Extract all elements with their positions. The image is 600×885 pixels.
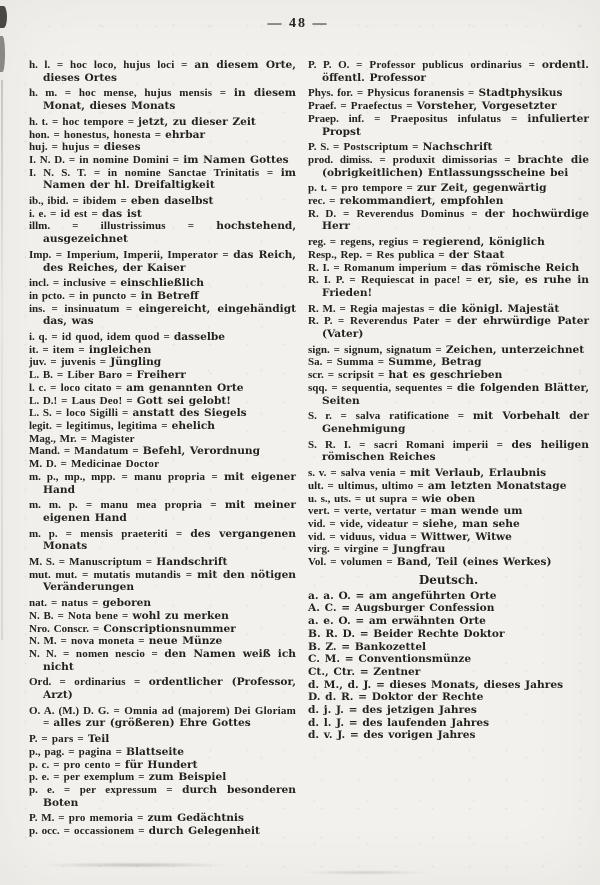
abbreviation-entry: nat. = natus = geboren — [29, 597, 152, 610]
abbreviation-entry: d. M., d. J. = dieses Monats, dieses Jahres — [308, 678, 564, 691]
abbreviation-entry: p., pag. = pagina = Blattseite — [29, 745, 184, 758]
abbreviation-entry: B. R. D. = Beider Rechte Doktor — [308, 627, 505, 640]
abbreviation-entry: P. P. O. = Professor publicus ordinarius = ordentl. öffentl. Professor — [308, 59, 589, 84]
scan-edge-artifact — [1, 80, 3, 640]
page-number: — 48 — — [267, 16, 329, 31]
abbreviation-entry: Nro. Conscr. = Conscriptionsnummer — [29, 622, 236, 635]
latin-entries-section — [308, 59, 589, 569]
abbreviation-entry: A. C. = Augsburger Confession — [308, 602, 495, 615]
abbreviation-entry: Phys. for. = Physicus foranensis = Stadtphysikus — [308, 87, 563, 100]
abbreviation-entry: incl. = inclusive = einschließlich — [29, 277, 204, 290]
abbreviation-entry: a. a. O. = am angeführten Orte — [308, 589, 497, 602]
abbreviation-entry: m. p., mp., mpp. = manu propria = mit eigener Hand — [29, 470, 296, 496]
abbreviation-entry: P. M. = pro memoria = zum Gedächtnis — [29, 812, 244, 825]
abbreviation-entry: sqq. = sequentia, sequentes = die folgenden Blätter, Seiten — [308, 381, 590, 407]
abbreviation-entry: illm. = illustrissimus = hochstehend, ausgezeichnet — [29, 220, 297, 246]
abbreviation-entry: p. e. = per exemplum = zum Beispiel — [29, 771, 227, 784]
scan-edge-artifact — [0, 36, 5, 72]
abbreviation-entry: d. v. J. = des vorigen Jahres — [308, 729, 476, 742]
abbreviation-entry: i. q. = id quod, idem quod = dasselbe — [29, 331, 226, 344]
abbreviation-entry: R. M. = Regia majestas = die königl. Majestät — [308, 302, 560, 315]
abbreviation-entry: S. r. = salva ratificatione = mit Vorbehalt der Genehmigung — [308, 410, 590, 435]
scan-smudge — [300, 870, 430, 875]
abbreviation-entry: scr. = scripsit = hat es geschrieben — [308, 369, 503, 382]
abbreviation-entry: p. c. = pro cento = für Hundert — [29, 758, 198, 771]
abbreviation-entry: Imp. = Imperium, Imperii, Imperator = das Reich, des Reiches, der Kaiser — [29, 248, 296, 274]
abbreviation-entry: L. S. = loco Sigilli = anstatt des Siegels — [29, 407, 247, 420]
abbreviation-entry: I. N. D. = in nomine Domini = im Namen Gottes — [29, 153, 289, 166]
abbreviation-entry: in pcto. = in puncto = in Betreff — [29, 289, 199, 302]
abbreviation-entry: h. t. = hoc tempore = jetzt, zu dieser Zeit — [29, 115, 256, 128]
abbreviation-entry: Mand. = Mandatum = Befehl, Verordnung — [29, 445, 261, 458]
abbreviation-entry: ib., ibid. = ibidem = eben daselbst — [29, 195, 214, 208]
abbreviation-entry: R. D. = Reverendus Dominus = der hochwürdige Herr — [308, 207, 590, 233]
abbreviation-entry: L. D.! = Laus Deo! = Gott sei gelobt! — [29, 394, 231, 407]
abbreviation-entry: L. B. = Liber Baro = Freiherr — [29, 369, 186, 382]
abbreviation-entry: Vol. = volumen = Band, Teil (eines Werkes) — [308, 556, 552, 569]
abbreviation-entry: p. occ. = occassionem = durch Gelegenheit — [29, 825, 260, 838]
abbreviation-entry: Mag., Mr. = Magister — [29, 432, 135, 445]
abbreviation-entry: hon. = honestus, honesta = ehrbar — [29, 128, 206, 141]
scan-smudge — [40, 862, 230, 868]
abbreviation-entry: M. D. = Medicinae Doctor — [29, 458, 160, 471]
abbreviation-entry: D. d. R. = Doktor der Rechte — [308, 691, 484, 704]
abbreviation-entry: Praep. inf. = Praepositus infulatus = infulierter Propst — [308, 112, 589, 138]
abbreviation-entry: N. M. = nova moneta = neue Münze — [29, 635, 223, 648]
abbreviation-entry: m. m. p. = manu mea propria = mit meiner eigenen Hand — [29, 499, 296, 524]
abbreviation-entry: P. S. = Postscriptum = Nachschrift — [308, 141, 493, 154]
abbreviation-entry: rec. = rekommandiert, empfohlen — [308, 195, 504, 208]
deutsch-entries-section — [308, 590, 589, 742]
abbreviation-entry: ult. = ultimus, ultimo = am letzten Monatstage — [308, 479, 567, 492]
abbreviation-entry: B. Z. = Bankozettel — [308, 640, 427, 653]
abbreviation-entry: d. l. J. = des laufenden Jahres — [308, 716, 490, 729]
abbreviation-entry: sign. = signum, signatum = Zeichen, unterzeichnet — [308, 343, 585, 356]
abbreviation-entry: it. = item = ingleichen — [29, 343, 152, 356]
abbreviation-entry: vert. = verte, vertatur = man wende um — [308, 505, 523, 518]
abbreviation-entry: Ct., Ctr. = Zentner — [308, 665, 421, 678]
abbreviation-entry: R. I. = Romanum imperium = das römische Reich — [308, 261, 580, 274]
page-content — [29, 59, 589, 838]
abbreviation-entry: vid. = vide, videatur = siehe, man sehe — [308, 517, 520, 530]
abbreviation-entry: P. = pars = Teil — [29, 733, 110, 746]
abbreviation-entry: N. N. = nomen nescio = den Namen weiß ich nicht — [29, 647, 296, 673]
abbreviation-entry: M. S. = Manuscriptum = Handschrift — [29, 556, 228, 569]
abbreviation-entry: prod. dimiss. = produxit dimissorias = brachte die (obrigkeitlichen) Entlassungsscheine bei — [308, 153, 590, 179]
abbreviation-entry: N. B. = Nota bene = wohl zu merken — [29, 609, 229, 622]
abbreviation-entry: a. e. O. = am erwähnten Orte — [308, 615, 486, 628]
scan-edge-artifact — [0, 6, 7, 28]
abbreviation-entry: m. p. = mensis praeteriti = des vergangenen Monats — [29, 527, 296, 553]
abbreviation-entry: h. l. = hoc loco, hujus loci = an diesem Orte, dieses Ortes — [29, 59, 296, 84]
abbreviation-entry: O. A. (M.) D. G. = Omnia ad (majorem) Dei Gloriam = alles zur (größeren) Ehre Gottes — [29, 704, 296, 730]
abbreviation-entry: p. e. = per expressum = durch besonderen Boten — [29, 783, 296, 809]
abbreviation-entry: C. M. = Conventionsmünze — [308, 653, 472, 666]
abbreviation-entry: Ord. = ordinarius = ordentlicher (Professor, Arzt) — [29, 676, 296, 702]
abbreviation-entry: s. v. = salva venia = mit Verlaub, Erlaubnis — [308, 467, 547, 480]
abbreviation-entry: legit. = legitimus, legitima = ehelich — [29, 419, 216, 432]
abbreviation-entry: Resp., Rep. = Res publica = der Staat — [308, 248, 505, 261]
abbreviation-entry: h. m. = hoc mense, hujus mensis = in diesem Monat, dieses Monats — [29, 87, 296, 113]
abbreviation-entry: l. c. = loco citato = am genannten Orte — [29, 381, 244, 394]
abbreviation-entry: ins. = insinuatum = eingereicht, eingehändigt das, was — [29, 302, 297, 328]
abbreviation-entry: reg. = regens, regius = regierend, königlich — [308, 236, 545, 249]
abbreviation-entry: juv. = juvenis = Jüngling — [29, 356, 162, 369]
abbreviation-entry: p. t. = pro tempore = zur Zeit, gegenwärtig — [308, 182, 547, 195]
abbreviation-entry: huj. = hujus = dieses — [29, 141, 141, 154]
section-heading-deutsch: Deutsch. — [418, 572, 479, 587]
abbreviation-entry: R. P. = Reverendus Pater = der ehrwürdige Pater (Vater) — [308, 315, 590, 341]
abbreviation-entry: R. I. P. = Requiescat in pace! = er, sie, es ruhe in Frieden! — [308, 274, 589, 299]
abbreviation-entry: u. s., uts. = ut supra = wie oben — [308, 492, 476, 505]
abbreviation-entry: Praef. = Praefectus = Vorsteher, Vorgesetzter — [308, 100, 557, 113]
abbreviation-entry: S. R. I. = sacri Romani imperii = des heiligen römischen Reiches — [308, 438, 589, 464]
abbreviation-entry: i. e. = id est = das ist — [29, 207, 142, 220]
abbreviation-entry: mut. mut. = mutatis mutandis = mit den nötigen Veränderungen — [29, 568, 297, 594]
abbreviation-entry: Sa. = Summa = Summe, Betrag — [308, 356, 482, 369]
abbreviation-entry: d. j. J. = des jetzigen Jahres — [308, 704, 477, 717]
abbreviation-entry: virg. = virgine = Jungfrau — [308, 543, 446, 556]
dictionary-column-left — [29, 59, 296, 838]
abbreviation-entry: vid. = viduus, vidua = Wittwer, Witwe — [308, 530, 512, 543]
dictionary-column-right — [308, 59, 589, 838]
abbreviation-entry: I. N. S. T. = in nomine Sanctae Trinitatis = im Namen der hl. Dreifaltigkeit — [29, 166, 297, 192]
